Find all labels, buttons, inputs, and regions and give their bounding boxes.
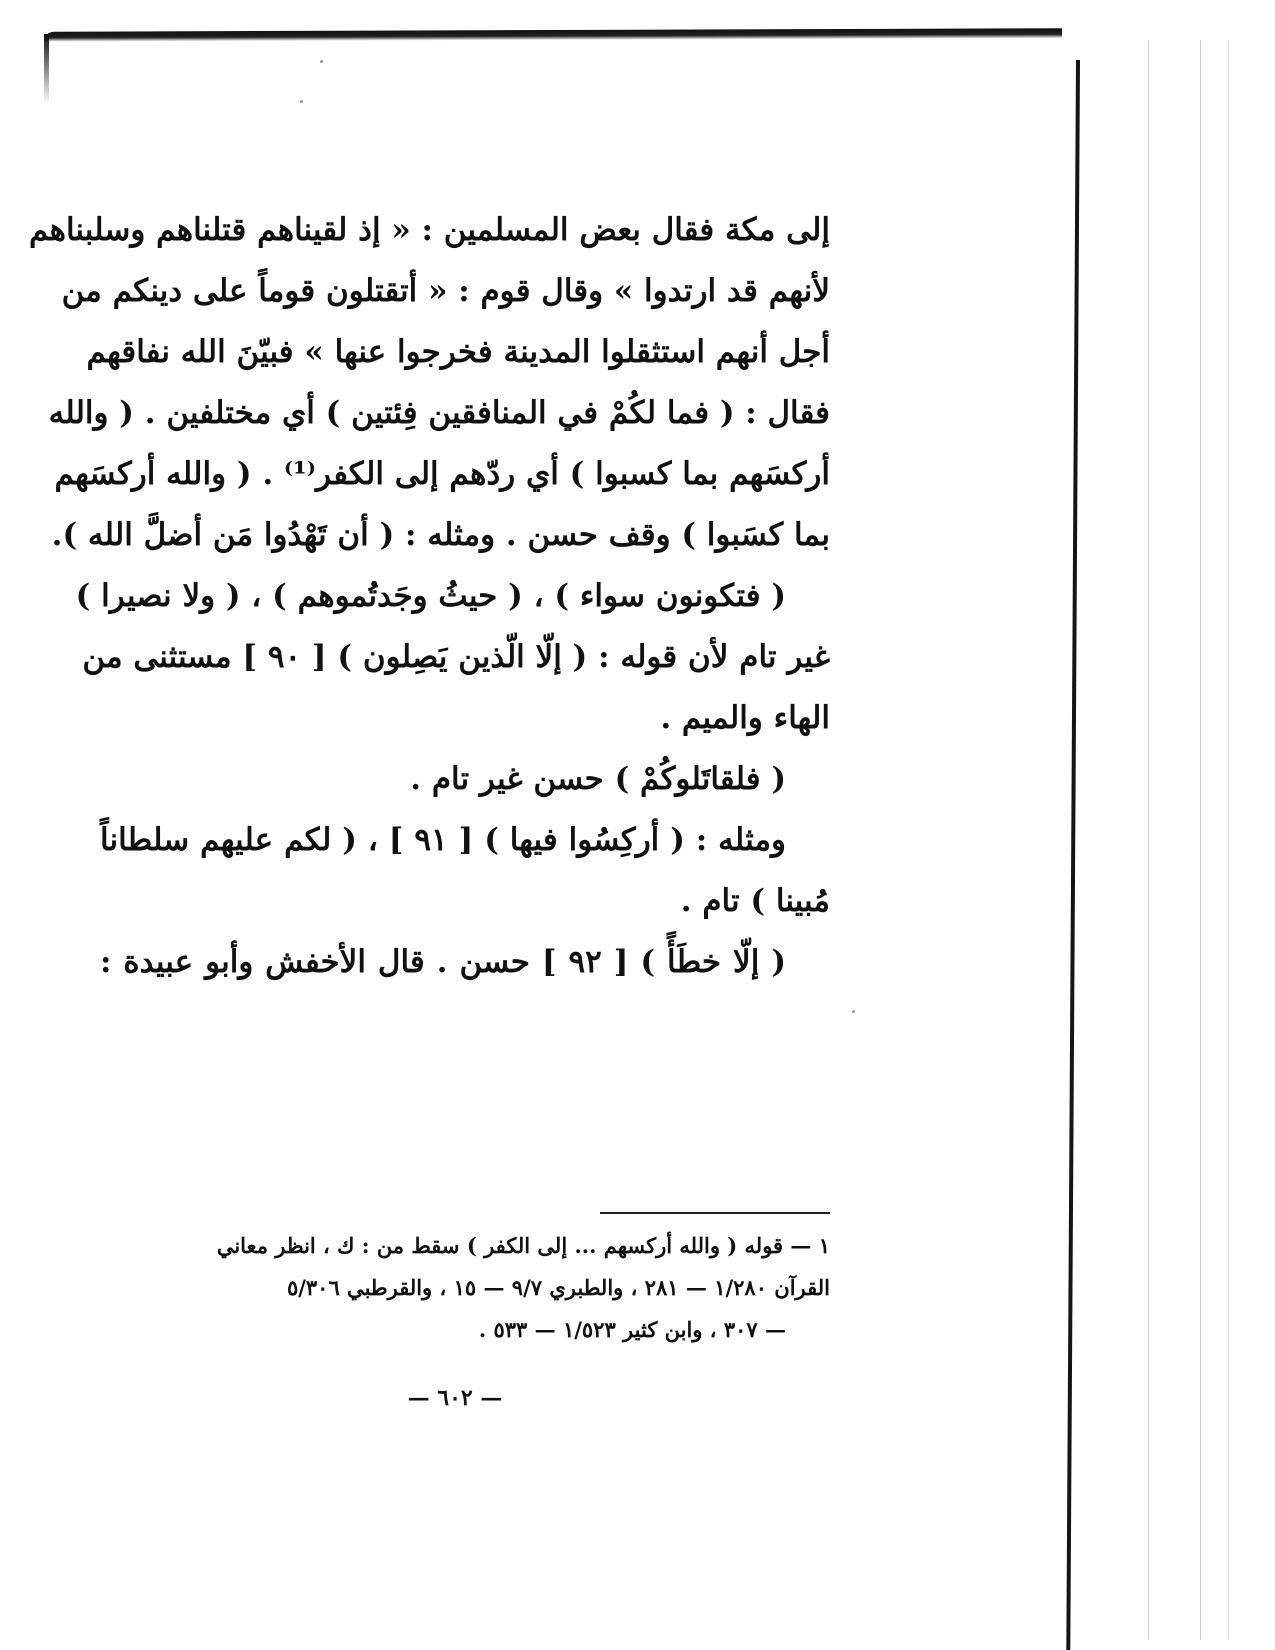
text-line: ومثله : ( أركِسُوا فيها ) [ ٩١ ] ، ( لكم عليهم سلطاناً: [100, 822, 786, 858]
text-line: أركسَهم بما كسبوا ) أي ردّهم إلى الكفر⁽¹⁾ . ( والله أركسَهم: [54, 456, 830, 492]
text-line: ( فتكونون سواء ) ، ( حيثُ وجَدتُموهم ) ، ( ولا نصيرا ): [75, 578, 786, 614]
main-text: [28, 200, 830, 993]
right-border-rule: [1066, 60, 1080, 1650]
text-line: ( فلقاتَلوكُمْ ) حسن غير تام .: [410, 761, 786, 797]
text-line: أجل أنهم استثقلوا المدينة فخرجوا عنها » فبيّنَ الله نفاقهم: [86, 334, 830, 370]
scan-speck: [300, 100, 303, 103]
text-line: الهاء والميم .: [660, 700, 830, 736]
scan-edge-line: [1148, 40, 1149, 1640]
scan-speck: [320, 60, 323, 63]
text-line: فقال : ( فما لكُمْ في المنافقين فِئتين ) أي مختلفين . ( والله: [48, 395, 830, 431]
footnotes: [100, 1225, 830, 1351]
top-border-rule: [44, 28, 1062, 42]
scan-speck: [852, 1010, 855, 1013]
left-border-rule: [44, 34, 49, 104]
text-line: لأنهم قد ارتدوا » وقال قوم : « أتقتلون قوماً على دينكم من: [61, 273, 830, 309]
footnote-line: — ٣٠٧ ، وابن كثير ١/٥٢٣ — ٥٣٣ .: [478, 1317, 786, 1342]
text-line: مُبينا ) تام .: [680, 883, 830, 919]
scan-edge-line: [1200, 40, 1201, 1640]
footnote-line: القرآن ١/٢٨٠ — ٢٨١ ، والطبري ٩/٧ — ١٥ ، والقرطبي ٥/٣٠٦: [286, 1275, 830, 1300]
scan-edge-line: [1228, 40, 1229, 1640]
footnote-line: ١ — قوله ( والله أركسهم ... إلى الكفر ) سقط من : ك ، انظر معاني: [216, 1233, 830, 1258]
text-line: بما كسَبوا ) وقف حسن . ومثله : ( أن تَهْدُوا مَن أضلَّ الله ).: [51, 517, 830, 553]
text-line: ( إلّا خطَأً ) [ ٩٢ ] حسن . قال الأخفش وأبو عبيدة :: [100, 944, 786, 980]
page-number: — ٦٠٢ —: [407, 1385, 503, 1411]
text-line: غير تام لأن قوله : ( إلّا الّذين يَصِلون ) [ ٩٠ ] مستثنى من: [82, 639, 830, 675]
footnote-separator: [600, 1212, 830, 1214]
text-line: إلى مكة فقال بعض المسلمين : « إذ لقيناهم قتلناهم وسلبناهم: [28, 212, 830, 248]
